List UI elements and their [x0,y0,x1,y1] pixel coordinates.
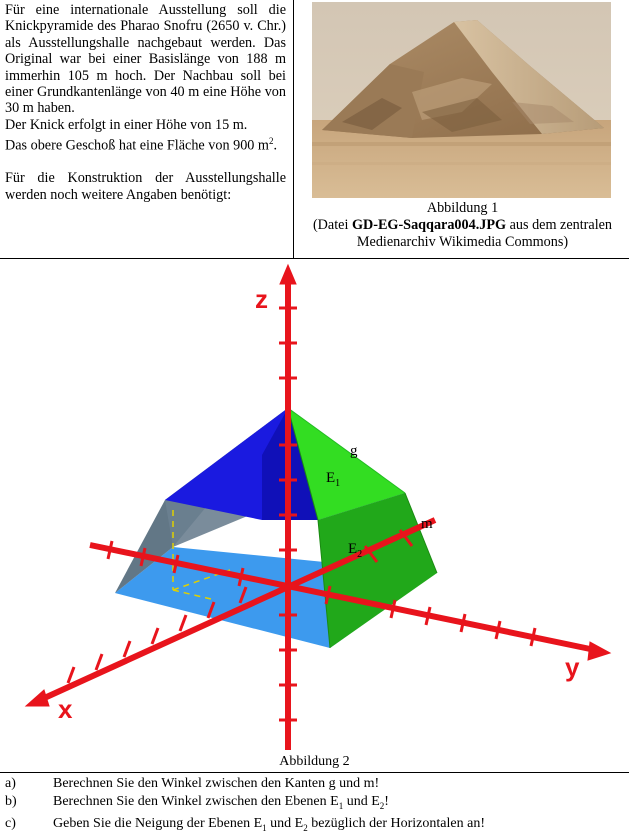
plane-e2-label: $E_2$ [348,541,363,560]
intro-paragraph-4: Für die Konstruktion der Ausstellungshalle werden noch weitere Angaben benötigt: [5,170,286,203]
z-axis-label: z [255,284,268,314]
intro-paragraph-3: Das obere Geschoß hat eine Fläche von 900 $m^2$. [5,136,278,154]
table-divider [293,0,294,258]
figure1-caption-source: (Datei GD-EG-Saqqara004.JPG aus dem zentralen Medienarchiv Wikimedia Commons) [312,217,613,250]
edge-g-label: g [350,443,358,459]
intro-paragraph-1: Für eine internationale Ausstellung soll die Knickpyramide des Pharao Snofru (2650 v. Chr.) als Ausstellungshalle nachgebaut werden. Das Original war bei einer Basislänge von 188 m immerhin 105 m hoch. Der Nachbau soll bei einer Grundkantenlänge von 40 m eine Höhe von 30 m haben. [5,2,286,117]
edge-m-label: m [421,516,433,532]
figure1-caption-title: Abbildung 1 [426,200,499,216]
figure2-diagram [0,260,629,755]
question-a: a) Berechnen Sie den Winkel zwischen den Kanten g und m! [5,776,380,791]
lower-face-e2 [318,493,437,648]
pyramid-photo [312,2,611,198]
figure1-caption [300,200,625,251]
y-axis-label: y [565,652,580,682]
question-c: c) Geben Sie die Neigung der Ebenen $E_1$ und $E_2$ bezüglich der Horizontalen an! [5,815,485,833]
question-b: b) Berechnen Sie den Winkel zwischen den Ebenen $E_1$ und $E_2$! [5,793,389,811]
intro-paragraph-2: Der Knick erfolgt in einer Höhe von 15 m. [5,116,248,133]
plane-e1-label: $E_1$ [326,470,341,489]
x-axis-label: x [58,694,73,724]
intro-text [5,2,286,203]
section-divider [0,772,629,773]
figure2-caption: Abbildung 2 [279,754,350,769]
